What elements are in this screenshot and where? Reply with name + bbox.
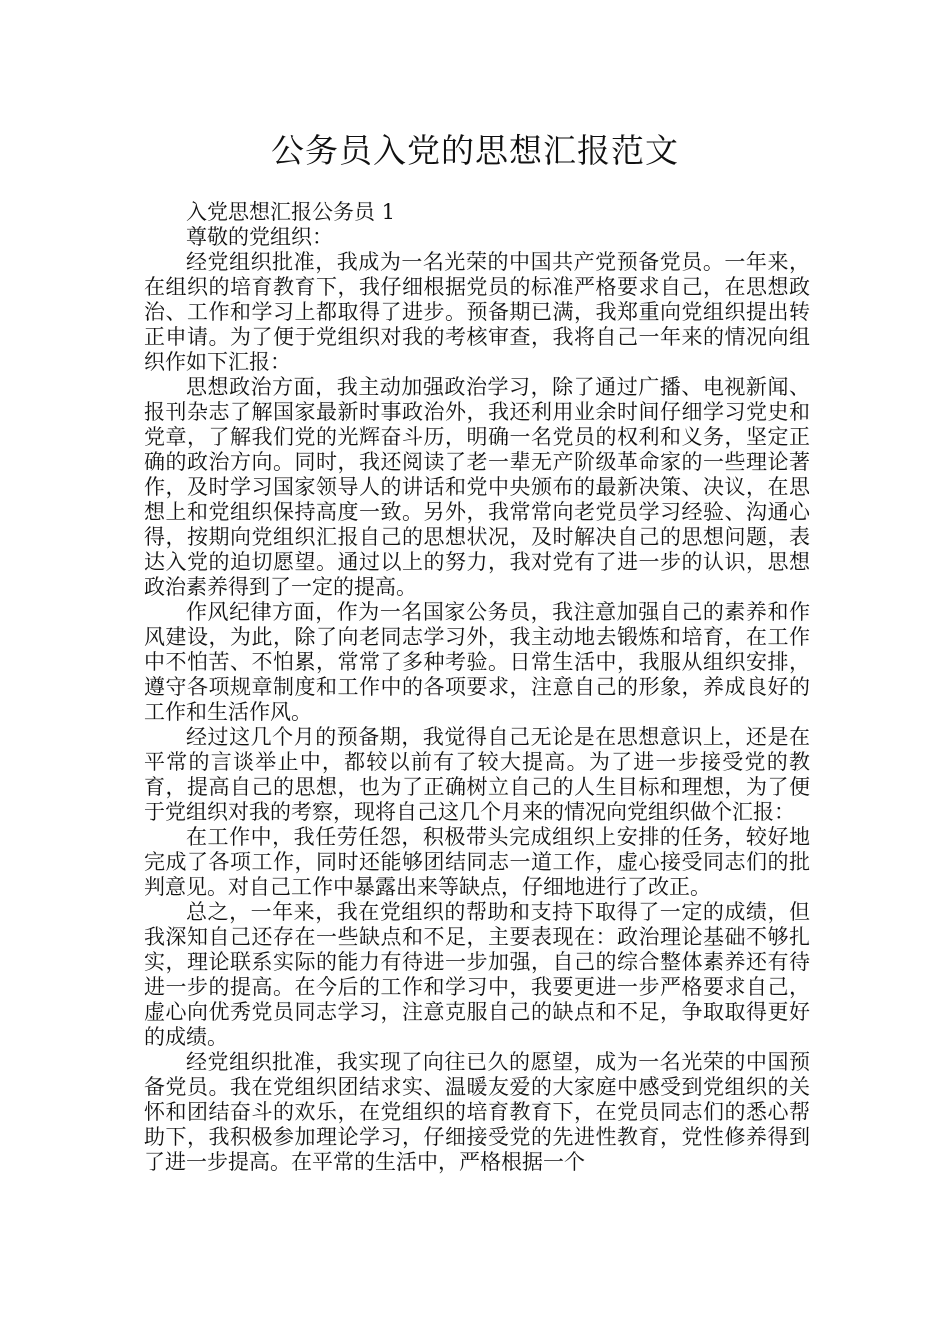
document-title: 公务员入党的思想汇报范文 [271,131,679,170]
paragraph-approval: 经党组织批准，我实现了向往已久的愿望，成为一名光荣的中国预备党员。我在党组织团结求实、温暖友爱的大家庭中感受到党组织的关怀和团结奋斗的欢乐，在党组织的培育教育下，在党员同志们的悉心帮助下，我积极参加理论学习，仔细接受党的先进性教育，党性修养得到了进一步提高。在平常的生活中，严格根据一个 [144,1050,810,1174]
paragraph-politics: 思想政治方面，我主动加强政治学习，除了通过广播、电视新闻、报刊杂志了解国家最新时事政治外，我还利用业余时间仔细学习党史和党章，了解我们党的光辉奋斗历，明确一名党员的权利和义务，坚定正确的政治方向。同时，我还阅读了老一辈无产阶级革命家的一些理论著作，及时学习国家领导人的讲话和党中央颁布的最新决策、决议，在思想上和党组织保持高度一致。另外，我常常向老党员学习经验、沟通心得，按期向党组织汇报自己的思想状况，及时解决自己的思想问题，表达入党的迫切愿望。通过以上的努力，我对党有了进一步的认识，思想政治素养得到了一定的提高。 [144,375,810,599]
paragraph-discipline: 作风纪律方面，作为一名国家公务员，我注意加强自己的素养和作风建设，为此，除了向老同志学习外，我主动地去锻炼和培育，在工作中不怕苦、不怕累，常常了多种考验。日常生活中，我服从组织安排，遵守各项规章制度和工作中的各项要求，注意自己的形象，养成良好的工作和生活作风。 [144,600,810,724]
paragraph-work: 在工作中，我任劳任怨，积极带头完成组织上安排的任务，较好地完成了各项工作，同时还能够团结同志一道工作，虚心接受同志们的批判意见。对自己工作中暴露出来等缺点，仔细地进行了改正。 [144,825,810,899]
paragraph-intro: 经党组织批准，我成为一名光荣的中国共产党预备党员。一年来，在组织的培育教育下，我仔细根据党员的标准严格要求自己，在思想政治、工作和学习上都取得了进步。预备期已满，我郑重向党组织提出转正申请。为了便于党组织对我的考核审查，我将自己一年来的情况向组织作如下汇报： [144,250,810,374]
subtitle-line: 入党思想汇报公务员 1 [186,200,396,224]
paragraph-probation: 经过这几个月的预备期，我觉得自己无论是在思想意识上，还是在平常的言谈举止中，都较以前有了较大提高。为了进一步接受党的教育，提高自己的思想，也为了正确树立自己的人生目标和理想，为了便于党组织对我的考察，现将自己这几个月来的情况向党组织做个汇报： [144,725,810,824]
document-body [144,200,810,1175]
paragraph-summary: 总之，一年来，我在党组织的帮助和支持下取得了一定的成绩，但我深知自己还存在一些缺点和不足，主要表现在：政治理论基础不够扎实，理论联系实际的能力有待进一步加强，自己的综合整体素养还有待进一步的提高。在今后的工作和学习中，我要更进一步严格要求自己，虚心向优秀党员同志学习，注意克服自己的缺点和不足，争取取得更好的成绩。 [144,900,810,1049]
salutation: 尊敬的党组织： [186,225,333,249]
